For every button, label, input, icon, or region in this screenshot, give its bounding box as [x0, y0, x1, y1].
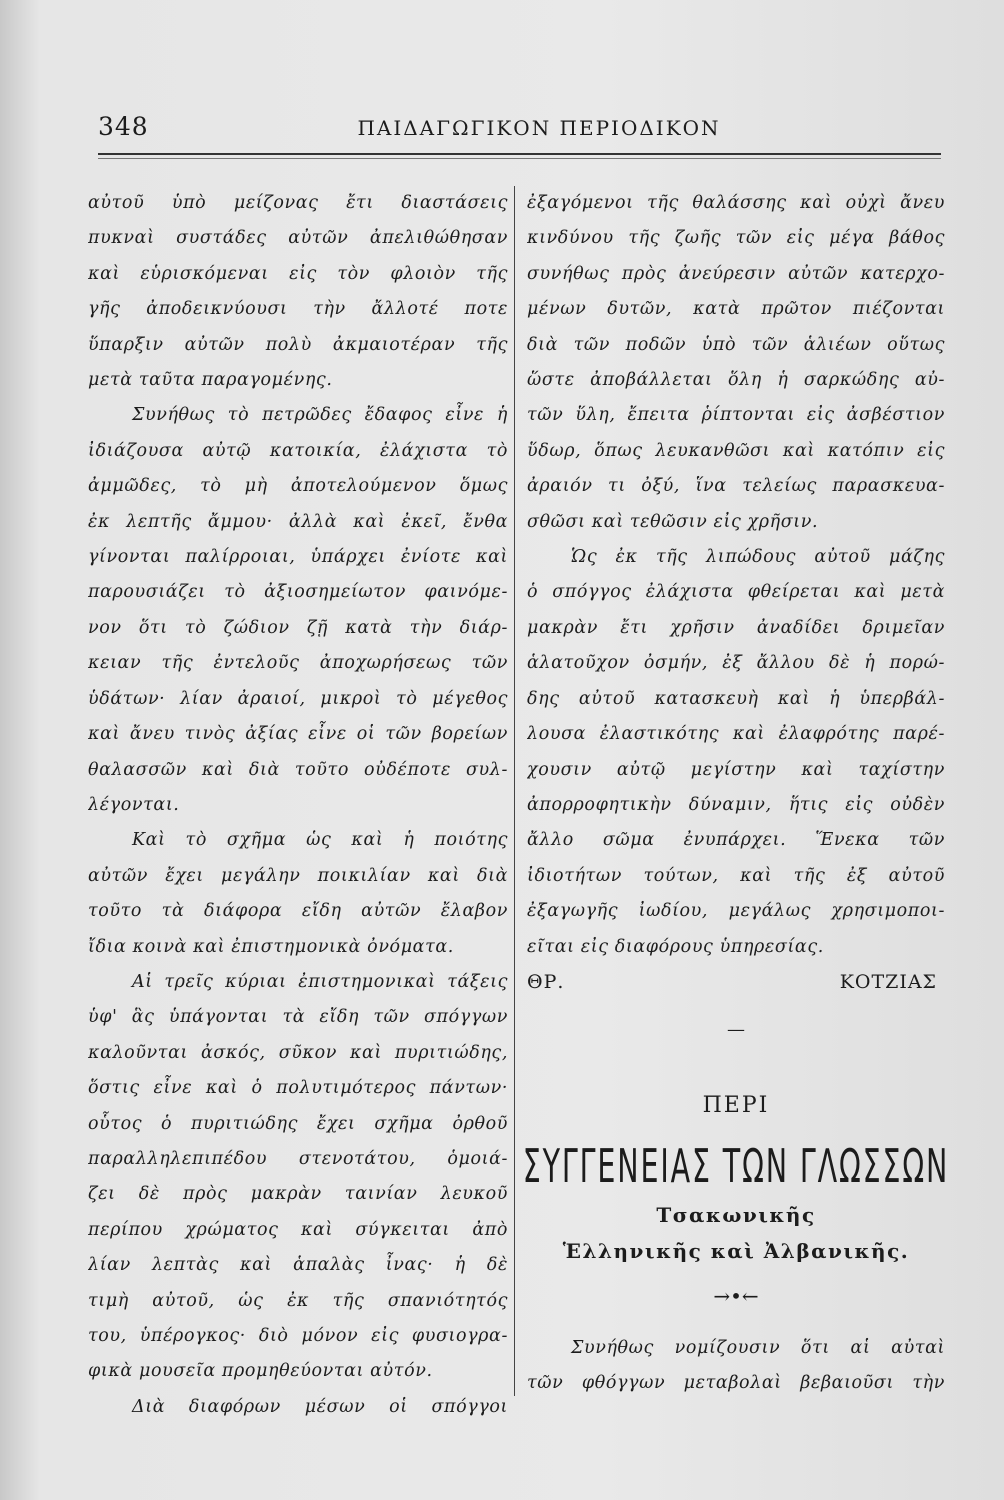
text-line: ὅστις εἶνε καὶ ὁ πολυτιμότερος πάντων·: [88, 1078, 508, 1099]
text-line: πυκναὶ συστάδες αὐτῶν ἀπελιθώθησαν: [88, 228, 508, 249]
text-line: ἀραιόν τι ὀξύ, ἵνα τελείως παρασκευα-: [527, 476, 945, 497]
text-line: γίνονται παλίρροιαι, ὑπάρχει ἐνίοτε καὶ: [88, 547, 508, 568]
text-line: Αἱ τρεῖς κύριαι ἐπιστημονικαὶ τάξεις: [132, 971, 508, 992]
text-line: ἐκ λεπτῆς ἄμμου· ἀλλὰ καὶ ἐκεῖ, ἔνθα: [88, 511, 508, 532]
text-line: ὁ σπόγγος ἐλάχιστα φθείρεται καὶ μετὰ: [527, 582, 945, 603]
running-title: ΠΑΙΔΑΓΩΓΙΚΟΝ ΠΕΡΙΟΔΙΚΟΝ: [357, 116, 721, 140]
text-line: λουσα ἐλαστικότης καὶ ἐλαφρότης παρέ-: [527, 724, 945, 745]
ornament-icon: →•←: [713, 1284, 759, 1309]
author-signature: ΘΡ. ΚΟΤΖΙΑΣ: [527, 970, 937, 993]
article-body: [527, 1331, 945, 1402]
header-rule-thin: [98, 158, 941, 159]
text-line: καὶ εὑρισκόμεναι εἰς τὸν φλοιὸν τῆς: [88, 263, 508, 284]
text-line: ἰδιάζουσα αὐτῷ κατοικία, ἐλάχιστα τὸ: [88, 440, 508, 461]
left-column: [88, 186, 508, 1425]
text-line: καλοῦνται ἀσκός, σῦκον καὶ πυριτιώδης,: [88, 1042, 508, 1063]
text-line: εῖται εἰς διαφόρους ὑπηρεσίας.: [527, 936, 824, 957]
text-line: λέγονται.: [88, 794, 180, 815]
text-line: θαλασσῶν καὶ διὰ τοῦτο οὐδέποτε συλ-: [88, 759, 508, 780]
text-line: ἴδια κοινὰ καὶ ἐπιστημονικὰ ὀνόματα.: [88, 936, 454, 957]
text-line: Ὡς ἐκ τῆς λιπώδους αὐτοῦ μάζης: [571, 547, 945, 568]
text-line: μένων δυτῶν, κατὰ πρῶτον πιέζονται: [527, 299, 945, 320]
section-separator: —: [727, 1019, 745, 1041]
page-number: 348: [98, 112, 149, 141]
text-line: Συνήθως νομίζουσιν ὅτι αἱ αὐταὶ: [571, 1337, 945, 1358]
article-title: ΣΥΓΓΕΝΕΙΑΣ ΤΩΝ ΓΛΩΣΣΩΝ: [522, 1139, 950, 1194]
article-prefix: ΠΕΡΙ: [702, 1092, 770, 1118]
text-line: καὶ ἄνευ τινὸς ἀξίας εἶνε οἱ τῶν βορείων: [88, 724, 508, 745]
text-line: ἀπορροφητικὴν δύναμιν, ἥτις εἰς οὐδὲν: [527, 794, 945, 815]
text-line: ἐξαγωγῆς ἰωδίου, μεγάλως χρησιμοποι-: [527, 901, 945, 922]
text-line: ἐξαγόμενοι τῆς θαλάσσης καὶ οὐχὶ ἄνευ: [527, 193, 945, 213]
text-line: περίπου χρώματος καὶ σύγκειται ἀπὸ: [88, 1219, 508, 1240]
text-line: ἁλατοῦχον ὀσμήν, ἐξ ἄλλου δὲ ἡ πορώ-: [527, 653, 945, 674]
text-line: συνήθως πρὸς ἀνεύρεσιν αὐτῶν κατερχο-: [527, 263, 945, 284]
article-subtitle-1: Τσακωνικῆς: [656, 1203, 816, 1228]
text-line: τῶν ὕλη, ἔπειτα ῥίπτονται εἰς ἀσβέστιον: [527, 405, 945, 426]
text-line: παραλληλεπιπέδου στενοτάτου, ὁμοιά-: [88, 1148, 508, 1169]
text-line: διὰ τῶν ποδῶν ὑπὸ τῶν ἁλιέων οὕτως: [527, 334, 945, 355]
article-subtitle-2: Ἑλληνικῆς καὶ Ἀλβανικῆς.: [562, 1239, 910, 1264]
text-line: παρουσιάζει τὸ ἀξιοσημείωτον φαινόμε-: [88, 582, 508, 603]
text-line: ὕπαρξιν αὐτῶν πολὺ ἀκμαιοτέραν τῆς: [88, 334, 508, 355]
text-line: λίαν λεπτὰς καὶ ἁπαλὰς ἶνας· ἡ δὲ: [88, 1255, 508, 1276]
text-line: ὑφ' ἃς ὑπάγονται τὰ εἴδη τῶν σπόγγων: [88, 1007, 508, 1028]
text-line: φικὰ μουσεῖα προμηθεύονται αὐτόν.: [88, 1361, 433, 1382]
text-line: Διὰ διαφόρων μέσων οἱ σπόγγοι: [132, 1396, 508, 1417]
text-line: δης αὐτοῦ κατασκευὴ καὶ ἡ ὑπερβάλ-: [527, 688, 945, 709]
page-header: [98, 112, 940, 142]
text-line: κινδύνου τῆς ζωῆς τῶν εἰς μέγα βάθος: [527, 228, 945, 249]
text-line: του, ὑπέρογκος· διὸ μόνον εἰς φυσιογρα-: [88, 1326, 508, 1346]
text-line: ζει δὲ πρὸς μακρὰν ταινίαν λευκοῦ: [88, 1184, 508, 1205]
text-line: Καὶ τὸ σχῆμα ὡς καὶ ἡ ποιότης: [132, 830, 508, 851]
text-line: ἰδιοτήτων τούτων, καὶ τῆς ἐξ αὐτοῦ: [527, 865, 945, 886]
text-line: χουσιν αὐτῷ μεγίστην καὶ ταχίστην: [527, 759, 945, 780]
text-line: νον ὅτι τὸ ζώδιον ζῇ κατὰ τὴν διάρ-: [88, 617, 508, 638]
text-line: μετὰ ταῦτα παραγομένης.: [88, 370, 333, 391]
text-line: τοῦτο τὰ διάφορα εἴδη αὐτῶν ἔλαβον: [88, 901, 508, 922]
text-line: τῶν φθόγγων μεταβολαὶ βεβαιοῦσι τὴν: [527, 1372, 945, 1393]
text-line: Συνήθως τὸ πετρῶδες ἔδαφος εἶνε ἡ: [132, 405, 508, 426]
column-divider: [514, 186, 515, 1396]
text-line: ὥστε ἀποβάλλεται ὅλη ἡ σαρκώδης αὐ-: [527, 370, 945, 391]
text-line: τιμὴ αὐτοῦ, ὡς ἐκ τῆς σπανιότητός: [88, 1290, 508, 1311]
text-line: κειαν τῆς ἐντελοῦς ἀποχωρήσεως τῶν: [88, 653, 508, 674]
text-line: αὐτοῦ ὑπὸ μείζονας ἔτι διαστάσεις: [88, 193, 508, 213]
right-column-text: [527, 186, 945, 965]
text-line: ἀμμῶδες, τὸ μὴ ἀποτελούμενον ὅμως: [88, 476, 508, 497]
text-line: ὑδάτων· λίαν ἀραιοί, μικροὶ τὸ μέγεθος: [88, 688, 508, 709]
right-column: [522, 186, 950, 1401]
header-rule: [98, 153, 941, 155]
text-line: γῆς ἀποδεικνύουσι τὴν ἄλλοτέ ποτε: [88, 299, 508, 320]
text-line: αὐτῶν ἔχει μεγάλην ποικιλίαν καὶ διὰ: [88, 865, 508, 886]
text-line: ὕδωρ, ὅπως λευκανθῶσι καὶ κατόπιν εἰς: [527, 440, 945, 461]
text-line: μακρὰν ἔτι χρῆσιν ἀναδίδει δριμεῖαν: [527, 617, 945, 638]
text-line: σθῶσι καὶ τεθῶσιν εἰς χρῆσιν.: [527, 511, 819, 532]
text-line: οὗτος ὁ πυριτιώδης ἔχει σχῆμα ὀρθοῦ: [88, 1113, 508, 1134]
text-line: ἄλλο σῶμα ἐνυπάρχει. Ἕνεκα τῶν: [527, 830, 945, 851]
